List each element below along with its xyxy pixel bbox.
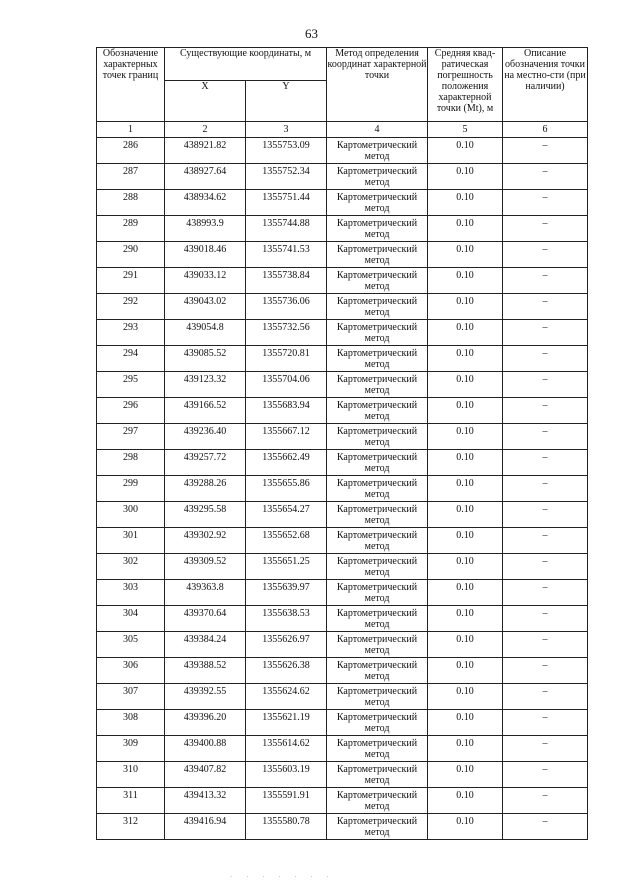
cell-x: 438921.82 (165, 138, 246, 164)
cell-method: Картометрический метод (327, 450, 428, 476)
cell-x: 439033.12 (165, 268, 246, 294)
table-row (97, 528, 588, 554)
table-row (97, 346, 588, 372)
cell-x: 439054.8 (165, 320, 246, 346)
cell-method: Картометрический метод (327, 138, 428, 164)
cell-point: 301 (97, 528, 165, 554)
cell-description: – (503, 502, 588, 528)
cell-description: – (503, 164, 588, 190)
cell-point: 307 (97, 684, 165, 710)
cell-x: 439309.52 (165, 554, 246, 580)
cell-method: Картометрический метод (327, 814, 428, 840)
table-row (97, 476, 588, 502)
cell-description: – (503, 346, 588, 372)
cell-description: – (503, 138, 588, 164)
cell-y: 1355603.19 (246, 762, 327, 788)
table-row (97, 190, 588, 216)
cell-y: 1355752.34 (246, 164, 327, 190)
cell-y: 1355626.38 (246, 658, 327, 684)
header-y: Y (246, 81, 327, 122)
table-row (97, 398, 588, 424)
cell-method: Картометрический метод (327, 216, 428, 242)
cell-y: 1355736.06 (246, 294, 327, 320)
cell-y: 1355651.25 (246, 554, 327, 580)
cell-method: Картометрический метод (327, 164, 428, 190)
column-number: 6 (503, 122, 588, 138)
header-point: Обозначение характерных точек границ (97, 48, 165, 122)
cell-point: 310 (97, 762, 165, 788)
cell-x: 439388.52 (165, 658, 246, 684)
cell-method: Картометрический метод (327, 424, 428, 450)
cell-description: – (503, 398, 588, 424)
cell-error: 0.10 (428, 242, 503, 268)
cell-y: 1355626.97 (246, 632, 327, 658)
cell-y: 1355654.27 (246, 502, 327, 528)
cell-point: 309 (97, 736, 165, 762)
table-row (97, 788, 588, 814)
cell-x: 438927.64 (165, 164, 246, 190)
cell-point: 286 (97, 138, 165, 164)
table-row (97, 580, 588, 606)
cell-error: 0.10 (428, 320, 503, 346)
cell-point: 305 (97, 632, 165, 658)
table-row (97, 320, 588, 346)
cell-x: 439302.92 (165, 528, 246, 554)
table-row (97, 450, 588, 476)
cell-y: 1355704.06 (246, 372, 327, 398)
table-row (97, 658, 588, 684)
table-row (97, 736, 588, 762)
cell-y: 1355667.12 (246, 424, 327, 450)
cell-method: Картометрический метод (327, 684, 428, 710)
scan-artifact: · · · · · · · (230, 873, 335, 881)
cell-y: 1355662.49 (246, 450, 327, 476)
table-row (97, 814, 588, 840)
cell-x: 439396.20 (165, 710, 246, 736)
cell-error: 0.10 (428, 294, 503, 320)
cell-point: 294 (97, 346, 165, 372)
cell-y: 1355591.91 (246, 788, 327, 814)
cell-x: 439370.64 (165, 606, 246, 632)
table-row (97, 268, 588, 294)
cell-point: 287 (97, 164, 165, 190)
cell-point: 290 (97, 242, 165, 268)
cell-method: Картометрический метод (327, 736, 428, 762)
cell-error: 0.10 (428, 632, 503, 658)
cell-method: Картометрический метод (327, 632, 428, 658)
cell-x: 438993.9 (165, 216, 246, 242)
cell-point: 308 (97, 710, 165, 736)
cell-description: – (503, 788, 588, 814)
cell-error: 0.10 (428, 138, 503, 164)
cell-point: 302 (97, 554, 165, 580)
cell-y: 1355753.09 (246, 138, 327, 164)
cell-y: 1355741.53 (246, 242, 327, 268)
table-row (97, 684, 588, 710)
cell-point: 295 (97, 372, 165, 398)
cell-method: Картометрический метод (327, 606, 428, 632)
cell-x: 439392.55 (165, 684, 246, 710)
cell-method: Картометрический метод (327, 528, 428, 554)
header-coordinates: Существующие координаты, м (165, 48, 327, 81)
column-number: 3 (246, 122, 327, 138)
cell-point: 311 (97, 788, 165, 814)
table-row (97, 242, 588, 268)
cell-description: – (503, 528, 588, 554)
cell-error: 0.10 (428, 216, 503, 242)
cell-method: Картометрический метод (327, 710, 428, 736)
cell-x: 439236.40 (165, 424, 246, 450)
cell-y: 1355683.94 (246, 398, 327, 424)
cell-method: Картометрический метод (327, 762, 428, 788)
cell-point: 306 (97, 658, 165, 684)
cell-y: 1355652.68 (246, 528, 327, 554)
cell-method: Картометрический метод (327, 658, 428, 684)
cell-description: – (503, 476, 588, 502)
page-number: 63 (305, 26, 318, 41)
cell-error: 0.10 (428, 398, 503, 424)
cell-point: 300 (97, 502, 165, 528)
cell-x: 439400.88 (165, 736, 246, 762)
cell-point: 297 (97, 424, 165, 450)
cell-description: – (503, 736, 588, 762)
cell-description: – (503, 710, 588, 736)
cell-description: – (503, 632, 588, 658)
cell-method: Картометрический метод (327, 788, 428, 814)
table-row (97, 372, 588, 398)
cell-error: 0.10 (428, 658, 503, 684)
cell-y: 1355738.84 (246, 268, 327, 294)
cell-error: 0.10 (428, 580, 503, 606)
header-method: Метод определения координат характерной точки (327, 48, 428, 122)
cell-x: 439363.8 (165, 580, 246, 606)
cell-method: Картометрический метод (327, 294, 428, 320)
cell-point: 312 (97, 814, 165, 840)
cell-error: 0.10 (428, 502, 503, 528)
column-number: 5 (428, 122, 503, 138)
cell-point: 298 (97, 450, 165, 476)
cell-x: 439123.32 (165, 372, 246, 398)
cell-y: 1355744.88 (246, 216, 327, 242)
cell-error: 0.10 (428, 528, 503, 554)
cell-x: 439413.32 (165, 788, 246, 814)
cell-x: 439407.82 (165, 762, 246, 788)
cell-point: 303 (97, 580, 165, 606)
cell-error: 0.10 (428, 788, 503, 814)
cell-method: Картометрический метод (327, 320, 428, 346)
cell-method: Картометрический метод (327, 502, 428, 528)
cell-point: 299 (97, 476, 165, 502)
cell-error: 0.10 (428, 554, 503, 580)
cell-error: 0.10 (428, 476, 503, 502)
table-row (97, 216, 588, 242)
cell-point: 296 (97, 398, 165, 424)
cell-method: Картометрический метод (327, 190, 428, 216)
cell-error: 0.10 (428, 736, 503, 762)
table-row (97, 554, 588, 580)
cell-description: – (503, 762, 588, 788)
table-row (97, 138, 588, 164)
cell-method: Картометрический метод (327, 398, 428, 424)
cell-method: Картометрический метод (327, 580, 428, 606)
cell-description: – (503, 658, 588, 684)
table-row (97, 164, 588, 190)
table-row (97, 762, 588, 788)
cell-description: – (503, 242, 588, 268)
coordinates-table (96, 47, 588, 840)
cell-method: Картометрический метод (327, 554, 428, 580)
cell-error: 0.10 (428, 684, 503, 710)
cell-point: 304 (97, 606, 165, 632)
cell-x: 439257.72 (165, 450, 246, 476)
cell-error: 0.10 (428, 372, 503, 398)
cell-error: 0.10 (428, 450, 503, 476)
cell-y: 1355638.53 (246, 606, 327, 632)
cell-point: 288 (97, 190, 165, 216)
cell-y: 1355621.19 (246, 710, 327, 736)
cell-error: 0.10 (428, 424, 503, 450)
cell-method: Картометрический метод (327, 372, 428, 398)
cell-x: 439085.52 (165, 346, 246, 372)
cell-point: 292 (97, 294, 165, 320)
cell-description: – (503, 580, 588, 606)
cell-y: 1355732.56 (246, 320, 327, 346)
cell-y: 1355751.44 (246, 190, 327, 216)
cell-description: – (503, 684, 588, 710)
cell-y: 1355614.62 (246, 736, 327, 762)
cell-point: 289 (97, 216, 165, 242)
cell-x: 438934.62 (165, 190, 246, 216)
cell-error: 0.10 (428, 710, 503, 736)
cell-error: 0.10 (428, 164, 503, 190)
cell-error: 0.10 (428, 268, 503, 294)
table-row (97, 424, 588, 450)
cell-description: – (503, 320, 588, 346)
column-number: 4 (327, 122, 428, 138)
cell-y: 1355720.81 (246, 346, 327, 372)
header-x: X (165, 81, 246, 122)
header-description: Описание обозначения точки на местно-сти (при наличии) (503, 48, 588, 122)
cell-error: 0.10 (428, 814, 503, 840)
cell-description: – (503, 372, 588, 398)
cell-error: 0.10 (428, 762, 503, 788)
cell-description: – (503, 190, 588, 216)
cell-x: 439018.46 (165, 242, 246, 268)
cell-method: Картометрический метод (327, 268, 428, 294)
cell-description: – (503, 268, 588, 294)
cell-description: – (503, 424, 588, 450)
cell-y: 1355639.97 (246, 580, 327, 606)
cell-method: Картометрический метод (327, 476, 428, 502)
table-row (97, 502, 588, 528)
cell-error: 0.10 (428, 346, 503, 372)
cell-x: 439166.52 (165, 398, 246, 424)
table-row (97, 294, 588, 320)
cell-method: Картометрический метод (327, 242, 428, 268)
cell-description: – (503, 814, 588, 840)
cell-point: 291 (97, 268, 165, 294)
cell-x: 439295.58 (165, 502, 246, 528)
cell-method: Картометрический метод (327, 346, 428, 372)
cell-y: 1355580.78 (246, 814, 327, 840)
column-number: 1 (97, 122, 165, 138)
cell-y: 1355624.62 (246, 684, 327, 710)
cell-error: 0.10 (428, 606, 503, 632)
table-row (97, 710, 588, 736)
table-body (97, 138, 588, 840)
cell-x: 439416.94 (165, 814, 246, 840)
table-row (97, 632, 588, 658)
cell-x: 439043.02 (165, 294, 246, 320)
cell-description: – (503, 606, 588, 632)
cell-point: 293 (97, 320, 165, 346)
cell-description: – (503, 216, 588, 242)
cell-description: – (503, 450, 588, 476)
cell-description: – (503, 294, 588, 320)
header-error: Средняя квад-ратическая погрешность положения характерной точки (Mt), м (428, 48, 503, 122)
cell-description: – (503, 554, 588, 580)
column-number: 2 (165, 122, 246, 138)
cell-error: 0.10 (428, 190, 503, 216)
cell-x: 439384.24 (165, 632, 246, 658)
cell-x: 439288.26 (165, 476, 246, 502)
cell-y: 1355655.86 (246, 476, 327, 502)
table-row (97, 606, 588, 632)
